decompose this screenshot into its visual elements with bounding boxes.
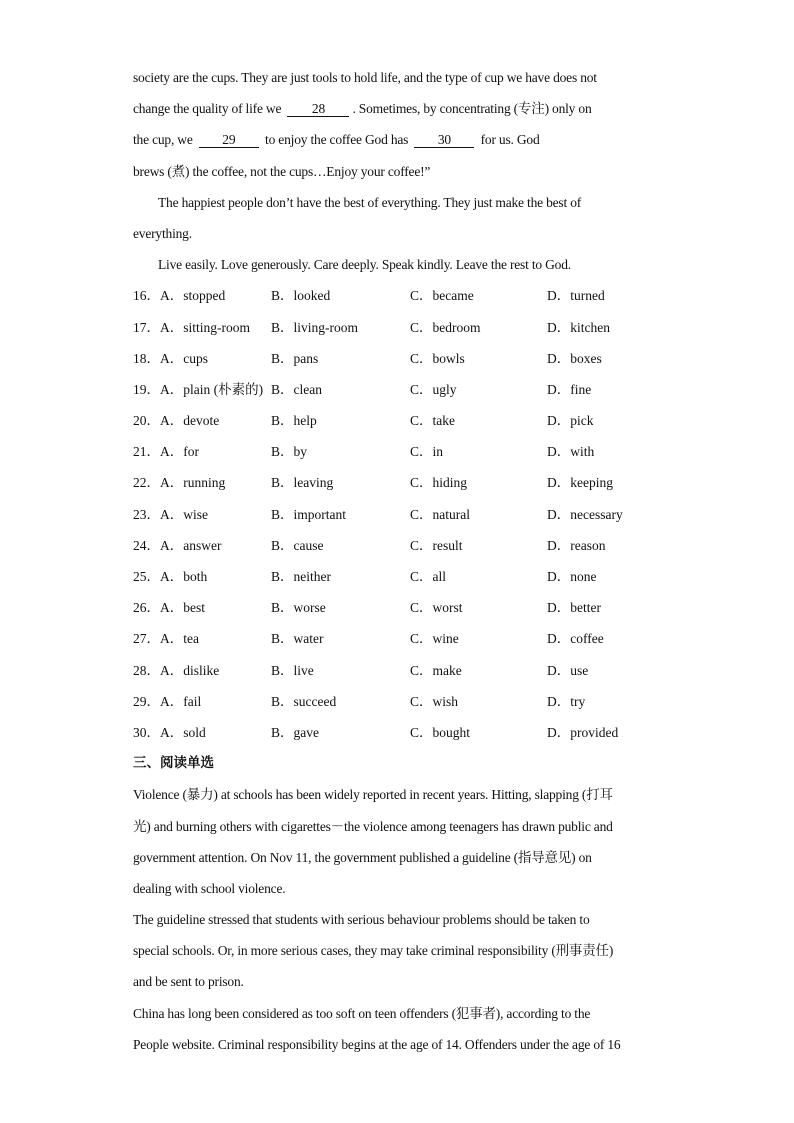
option-row xyxy=(133,655,663,686)
option-row xyxy=(133,530,663,561)
reading-line: and be sent to prison. xyxy=(133,974,244,990)
option-row xyxy=(133,623,663,654)
option-d[interactable]: D．none xyxy=(547,569,597,584)
passage-line xyxy=(133,124,663,155)
option-c[interactable]: C．all xyxy=(410,569,446,584)
option-a[interactable]: 18．A．cups xyxy=(133,350,208,366)
option-a[interactable]: 30．A．sold xyxy=(133,724,206,740)
reading-line: government attention. On Nov 11, the government published a guideline (指导意见) on xyxy=(133,849,592,865)
blank-30[interactable]: 30 xyxy=(414,132,474,148)
option-b[interactable]: B．clean xyxy=(271,381,322,397)
option-d[interactable]: D．reason xyxy=(547,537,606,553)
option-d[interactable]: D．better xyxy=(547,600,601,616)
passage-text: the cup, we xyxy=(133,132,193,148)
option-b[interactable]: B．looked xyxy=(271,288,331,304)
page-content xyxy=(133,62,663,1060)
option-a[interactable]: 22．A．running xyxy=(133,475,226,491)
option-d[interactable]: D．provided xyxy=(547,724,619,740)
option-b[interactable]: B．live xyxy=(271,662,314,678)
option-a[interactable]: 19．A．plain (朴素的) xyxy=(133,381,264,397)
option-c[interactable]: C．take xyxy=(410,413,455,429)
passage-line: The happiest people don’t have the best of everything. They just make the best of xyxy=(158,194,582,210)
blank-28[interactable]: 28 xyxy=(287,101,349,117)
option-d[interactable]: D．boxes xyxy=(547,350,602,366)
option-c[interactable]: C．bedroom xyxy=(410,319,481,335)
option-b[interactable]: B．water xyxy=(271,631,324,647)
option-a[interactable]: 24．A．answer xyxy=(133,537,222,553)
reading-line: special schools. Or, in more serious cases, they may take criminal responsibility (刑事责任) xyxy=(133,943,614,959)
option-row xyxy=(133,312,663,343)
reading-line: China has long been considered as too soft on teen offenders (犯事者), according to the xyxy=(133,1005,591,1021)
option-row xyxy=(133,405,663,436)
option-b[interactable]: B．leaving xyxy=(271,475,334,491)
option-d[interactable]: D．pick xyxy=(547,413,594,429)
option-a[interactable]: 26．A．best xyxy=(133,600,205,616)
reading-line: Violence (暴力) at schools has been widely reported in recent years. Hitting, slapping (打耳 xyxy=(133,787,613,803)
option-c[interactable]: C．bowls xyxy=(410,350,465,366)
option-d[interactable]: D．coffee xyxy=(547,631,604,647)
option-b[interactable]: B．help xyxy=(271,413,317,429)
passage-text: change the quality of life we xyxy=(133,101,282,117)
option-d[interactable]: D．try xyxy=(547,693,586,709)
option-a[interactable]: 23．A．wise xyxy=(133,506,208,522)
option-c[interactable]: C．wish xyxy=(410,693,459,709)
section-title: 三、阅读单选 xyxy=(133,755,214,772)
option-c[interactable]: C．worst xyxy=(410,600,463,616)
option-b[interactable]: B．neither xyxy=(271,569,331,584)
option-b[interactable]: B．living-room xyxy=(271,319,358,335)
option-row xyxy=(133,686,663,717)
option-row xyxy=(133,592,663,623)
options-list xyxy=(133,280,663,748)
option-d[interactable]: D．use xyxy=(547,662,589,678)
passage-text: to enjoy the coffee God has xyxy=(265,132,409,148)
option-c[interactable]: C．in xyxy=(410,444,444,460)
option-d[interactable]: D．keeping xyxy=(547,475,613,491)
option-row xyxy=(133,467,663,498)
option-b[interactable]: B．worse xyxy=(271,600,326,616)
option-c[interactable]: C．ugly xyxy=(410,381,457,397)
option-d[interactable]: D．with xyxy=(547,444,595,460)
option-c[interactable]: C．wine xyxy=(410,631,459,647)
passage-line: society are the cups. They are just tools to hold life, and the type of cup we have does not xyxy=(133,70,597,85)
option-row xyxy=(133,436,663,467)
reading-line: 光) and burning others with cigarettes－the violence among teenagers has drawn public and xyxy=(133,818,613,834)
option-row xyxy=(133,717,663,748)
passage-line: Live easily. Love generously. Care deeply. Speak kindly. Leave the rest to God. xyxy=(158,257,571,273)
option-row xyxy=(133,280,663,311)
passage-text: for us. God xyxy=(480,132,540,148)
option-b[interactable]: B．gave xyxy=(271,724,319,740)
reading-line: People website. Criminal responsibility begins at the age of 14. Offenders under the age of 16 xyxy=(133,1036,621,1052)
option-d[interactable]: D．necessary xyxy=(547,506,623,522)
option-c[interactable]: C．hiding xyxy=(410,475,468,491)
option-d[interactable]: D．kitchen xyxy=(547,319,610,335)
option-a[interactable]: 16．A．stopped xyxy=(133,288,226,304)
passage-text: . Sometimes, by concentrating (专注) only on xyxy=(352,101,592,117)
option-d[interactable]: D．fine xyxy=(547,381,592,397)
option-a[interactable]: 29．A．fail xyxy=(133,693,202,709)
blank-29[interactable]: 29 xyxy=(199,132,259,148)
option-row xyxy=(133,499,663,530)
option-b[interactable]: B．important xyxy=(271,506,346,522)
passage-line: everything. xyxy=(133,225,192,241)
option-c[interactable]: C．natural xyxy=(410,506,470,522)
option-c[interactable]: C．result xyxy=(410,537,463,553)
option-c[interactable]: C．became xyxy=(410,288,474,304)
option-row xyxy=(133,561,663,592)
option-a[interactable]: 21．A．for xyxy=(133,444,199,460)
option-row xyxy=(133,374,663,405)
option-a[interactable]: 20．A．devote xyxy=(133,413,220,429)
option-b[interactable]: B．cause xyxy=(271,537,324,553)
option-a[interactable]: 27．A．tea xyxy=(133,631,199,647)
option-a[interactable]: 25．A．both xyxy=(133,569,208,584)
option-c[interactable]: C．bought xyxy=(410,724,471,740)
option-b[interactable]: B．succeed xyxy=(271,693,337,709)
passage-line xyxy=(133,93,663,124)
reading-line: The guideline stressed that students with serious behaviour problems should be taken to xyxy=(133,912,590,928)
reading-line: dealing with school violence. xyxy=(133,880,286,896)
passage-line: brews (煮) the coffee, not the cups…Enjoy your coffee!” xyxy=(133,163,431,179)
option-row xyxy=(133,343,663,374)
option-a[interactable]: 17．A．sitting-room xyxy=(133,319,250,335)
option-a[interactable]: 28．A．dislike xyxy=(133,662,220,678)
option-b[interactable]: B．pans xyxy=(271,350,319,366)
option-c[interactable]: C．make xyxy=(410,662,462,678)
option-b[interactable]: B．by xyxy=(271,444,308,460)
option-d[interactable]: D．turned xyxy=(547,288,605,304)
